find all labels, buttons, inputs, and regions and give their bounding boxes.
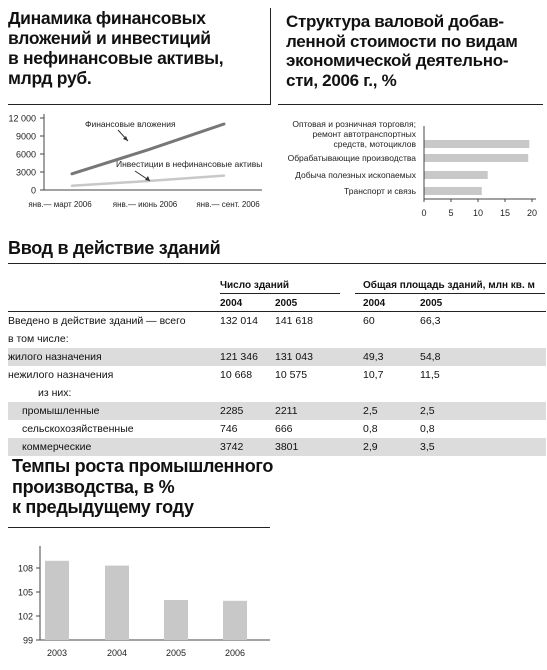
category-label: средств, мотоциклов <box>333 139 416 149</box>
y-tick-label: 6000 <box>15 149 36 160</box>
row-label: в том числе: <box>8 333 69 345</box>
x-tick-label: 2006 <box>224 648 246 658</box>
table-row <box>8 330 546 348</box>
table-cell: 11,5 <box>420 369 440 381</box>
x-tick-label: янв.— март 2006 <box>28 200 92 209</box>
x-tick-label: 2004 <box>106 648 128 658</box>
row-label: коммерческие <box>8 438 220 456</box>
bar <box>424 187 482 195</box>
group-header: Число зданий <box>220 279 290 291</box>
table-cell <box>220 330 275 348</box>
category-label: Обрабатывающие производства <box>287 153 416 163</box>
table-row <box>8 420 546 438</box>
table-cell: 666 <box>275 423 293 435</box>
hbar-chart <box>276 106 547 222</box>
y-tick-label: 105 <box>17 587 33 598</box>
y-tick-label: 102 <box>17 611 33 622</box>
table-cell <box>275 330 363 348</box>
y-tick-label: 99 <box>22 635 33 646</box>
x-tick-label: 5 <box>448 208 454 218</box>
y-tick-label: 3000 <box>15 167 36 178</box>
year-header: 2005 <box>275 297 298 309</box>
category-label: Транспорт и связь <box>344 186 416 196</box>
table-cell: 2,9 <box>363 438 420 456</box>
year-header: 2004 <box>220 297 243 309</box>
chart2-title: Структура валовой добав- ленной стоимости по видам экономической деятельно- сти, 2006 г., % <box>286 12 518 90</box>
table-cell: 10 575 <box>275 369 308 381</box>
table-cell <box>275 384 363 402</box>
line-chart <box>0 104 271 216</box>
table-cell: 2211 <box>275 402 363 420</box>
bar <box>424 140 529 148</box>
table-cell: 2285 <box>220 402 275 420</box>
bar <box>424 171 488 179</box>
table-cell: 66,3 <box>420 315 441 327</box>
table-row <box>8 366 546 384</box>
year-header: 2004 <box>363 297 386 309</box>
table-cell <box>220 384 275 402</box>
header-rule-right <box>355 293 545 294</box>
bar <box>105 566 129 640</box>
category-label: Добыча полезных ископаемых <box>295 170 416 180</box>
table-cell <box>363 384 420 402</box>
chart2-rule <box>278 104 543 105</box>
group-header: Общая площадь зданий, млн кв. м <box>363 279 535 291</box>
x-tick-label: 15 <box>499 208 511 218</box>
bar <box>45 561 69 640</box>
series-label: Инвестиции в нефинансовые активы <box>116 159 263 169</box>
table-cell: 132 014 <box>220 315 258 327</box>
y-tick-label: 108 <box>17 563 33 574</box>
table-cell: 10 668 <box>220 369 253 381</box>
x-tick-label: 10 <box>472 208 484 218</box>
row-label: жилого назначения <box>8 348 220 366</box>
x-tick-label: янв.— сент. 2006 <box>196 200 260 209</box>
x-tick-label: 0 <box>421 208 427 218</box>
x-tick-label: 2005 <box>165 648 187 658</box>
table-row <box>8 438 546 456</box>
chart3-rule <box>8 527 270 528</box>
table-title-rule <box>8 263 546 264</box>
table-cell <box>420 384 546 402</box>
table-cell: 121 346 <box>220 348 275 366</box>
table-rule <box>8 311 546 312</box>
table-cell: 49,3 <box>363 348 420 366</box>
y-tick-label: 12 000 <box>8 113 36 124</box>
x-tick-label: 2003 <box>46 648 68 658</box>
x-tick-label: 20 <box>526 208 538 218</box>
row-label: Введено в действие зданий — всего <box>8 315 186 327</box>
table-title: Ввод в действие зданий <box>8 238 221 258</box>
chart1-title: Динамика финансовых вложений и инвестиций в нефинансовые активы, млрд руб. <box>8 8 224 89</box>
chart3-title: Темпы роста промышленного производства, в % к предыдущему году <box>12 456 274 518</box>
y-tick-label: 0 <box>30 185 36 196</box>
bar <box>223 601 247 640</box>
header-rule-left <box>220 293 340 294</box>
table-cell <box>420 330 546 348</box>
table-cell: 0,8 <box>420 423 435 435</box>
bar <box>164 600 188 640</box>
buildings-table <box>8 276 546 456</box>
table-cell: 2,5 <box>420 402 546 420</box>
table-cell <box>363 330 420 348</box>
table-cell: 0,8 <box>363 423 378 435</box>
year-header: 2005 <box>420 297 443 309</box>
table-cell: 3801 <box>275 438 363 456</box>
vertical-divider <box>270 8 271 104</box>
series-label: Финансовые вложения <box>85 119 176 129</box>
table-row <box>8 384 546 402</box>
bar <box>424 154 528 162</box>
x-tick-label: янв.— июнь 2006 <box>112 200 178 209</box>
table-row <box>8 312 546 330</box>
table-cell: 3742 <box>220 438 275 456</box>
table-cell: 60 <box>363 315 375 327</box>
vbar-chart <box>0 536 275 670</box>
table-cell: 746 <box>220 423 238 435</box>
y-tick-label: 9000 <box>15 131 36 142</box>
table-cell: 3,5 <box>420 438 546 456</box>
row-label: нежилого назначения <box>8 369 114 381</box>
table-row <box>8 402 546 420</box>
table-cell: 2,5 <box>363 402 420 420</box>
table-row <box>8 348 546 366</box>
table-cell: 131 043 <box>275 348 363 366</box>
row-label: из них: <box>38 387 72 399</box>
row-label: промышленные <box>8 402 220 420</box>
table-cell: 10,7 <box>363 369 384 381</box>
table-cell: 54,8 <box>420 348 546 366</box>
category-label: Оптовая и розничная торговля; <box>292 119 416 129</box>
category-label: ремонт автотранспортных <box>312 129 416 139</box>
row-label: сельскохозяйственные <box>22 423 134 435</box>
table-cell: 141 618 <box>275 315 313 327</box>
